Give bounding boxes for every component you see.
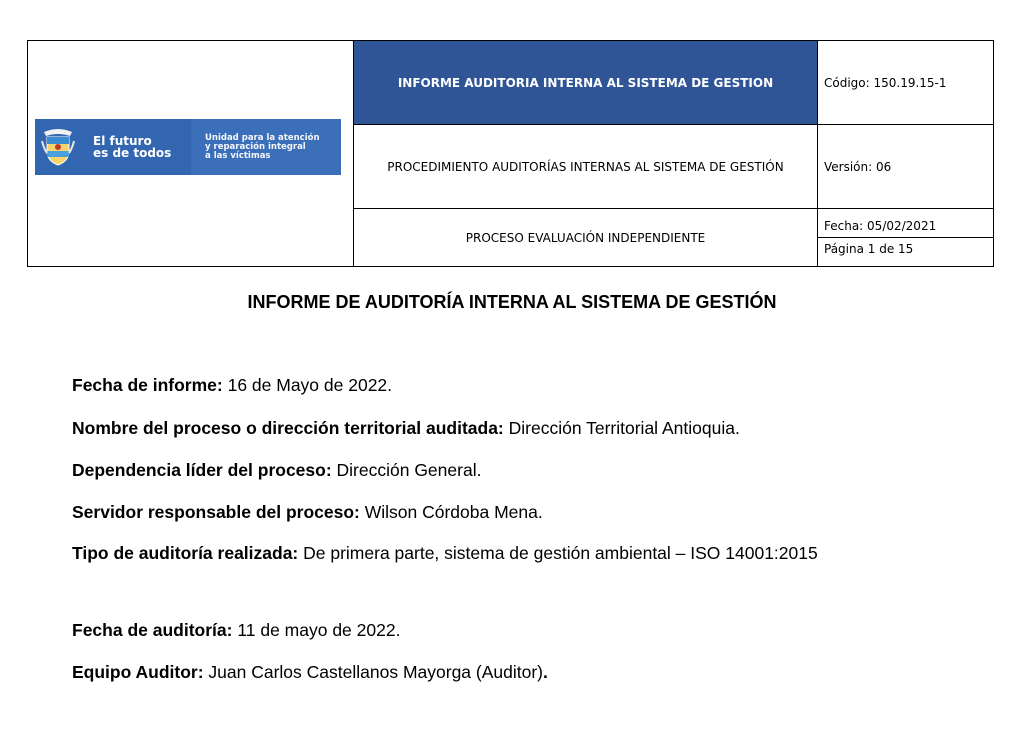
field-label: Fecha de informe: [72, 375, 223, 395]
logo-slogan-block [35, 119, 191, 175]
document-header-table [27, 40, 994, 267]
logo-slogan-line-1: El futuro [93, 134, 152, 148]
date-page-cell [818, 209, 994, 267]
field-label: Dependencia líder del proceso: [72, 460, 332, 480]
logo-cell [28, 41, 354, 267]
field-value: Juan Carlos Castellanos Mayorga (Auditor) [203, 662, 544, 682]
field-label: Nombre del proceso o dirección territorial auditada: [72, 418, 504, 438]
version-cell: Versión: 06 [818, 125, 994, 209]
field-value: De primera parte, sistema de gestión ambiental – ISO 14001:2015 [298, 543, 818, 563]
institution-logo [35, 119, 341, 175]
field-audit-team [72, 662, 960, 682]
logo-slogan [93, 135, 171, 159]
code-cell: Código: 150.19.15-1 [818, 41, 994, 125]
field-value: Wilson Córdoba Mena. [359, 502, 543, 522]
page-number-text: Página 1 de 15 [824, 242, 914, 256]
field-label: Equipo Auditor: [72, 662, 204, 682]
process-cell: PROCESO EVALUACIÓN INDEPENDIENTE [354, 209, 818, 267]
field-label: Servidor responsable del proceso: [72, 502, 360, 522]
field-audit-type [72, 543, 960, 563]
logo-unit-line-1: Unidad para la atención [205, 132, 320, 143]
field-leading-unit [72, 460, 960, 480]
field-label: Tipo de auditoría realizada: [72, 543, 299, 563]
field-audited-process [72, 418, 960, 438]
logo-unit-line-2: y reparación integral [205, 141, 306, 152]
logo-unit-line-3: a las víctimas [205, 150, 271, 161]
field-label: Fecha de auditoría: [72, 620, 233, 640]
field-report-date [72, 375, 960, 395]
logo-unit-name [205, 134, 320, 161]
date-text: Fecha: 05/02/2021 [818, 215, 993, 238]
procedure-cell: PROCEDIMIENTO AUDITORÍAS INTERNAS AL SISTEMA DE GESTIÓN [354, 125, 818, 209]
field-value: 11 de mayo de 2022. [232, 620, 401, 640]
logo-unit-block [191, 119, 341, 175]
field-value: Dirección General. [331, 460, 482, 480]
logo-slogan-line-2: es de todos [93, 146, 172, 160]
field-audit-date [72, 620, 960, 640]
field-responsible-officer [72, 502, 960, 522]
field-value: 16 de Mayo de 2022. [222, 375, 393, 395]
report-title-cell: INFORME AUDITORIA INTERNA AL SISTEMA DE GESTION [354, 41, 818, 125]
field-value: Dirección Territorial Antioquia. [503, 418, 740, 438]
field-value-end: . [543, 662, 548, 682]
colombia-coat-of-arms-icon [41, 127, 75, 167]
document-title: INFORME DE AUDITORÍA INTERNA AL SISTEMA DE GESTIÓN [247, 292, 777, 312]
